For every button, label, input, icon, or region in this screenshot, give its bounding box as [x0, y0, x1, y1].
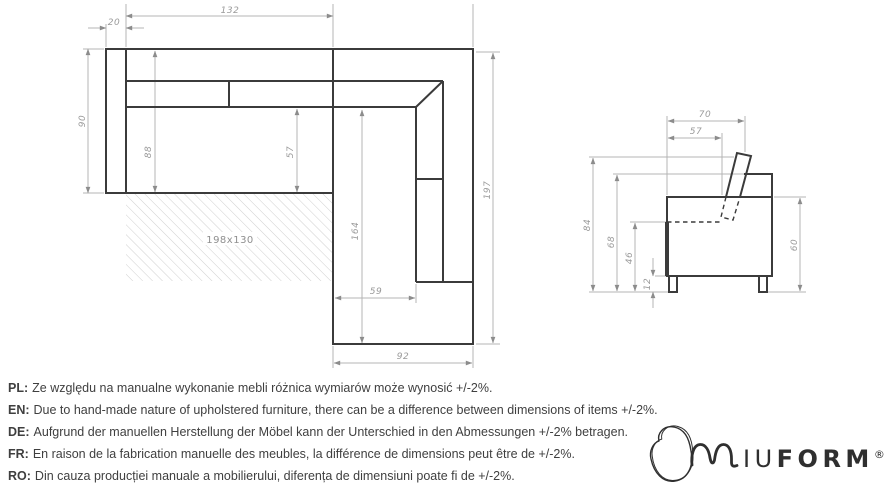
dim-leg-height [643, 258, 653, 308]
note-de [8, 421, 628, 443]
dim-seat-width [126, 6, 333, 16]
dim-chaise-inner-length [351, 110, 362, 343]
svg-text:57: 57 [286, 145, 296, 159]
dim-armrest-width [88, 18, 144, 28]
logo-registered-mark: ® [873, 448, 885, 461]
note-fr [8, 443, 628, 465]
dim-backrest-height [607, 175, 617, 291]
plan-extension-lines [83, 4, 500, 368]
dim-seat-height [625, 223, 635, 291]
plan-corner-diagonal [416, 81, 443, 107]
note-en-text: Due to hand-made nature of upholstered furniture, there can be a difference between dimensions of items +/-2%. [33, 403, 658, 417]
svg-text:46: 46 [625, 251, 635, 265]
dim-inner-height [144, 51, 155, 192]
logo-form: FORM [776, 445, 874, 473]
plan-dimensions [78, 6, 493, 363]
svg-text:88: 88 [144, 145, 154, 159]
note-de-text: Aufgrund der manuellen Herstellung der Möbel kann der Unterschied in den Abmessungen +/-2% betragen. [33, 425, 628, 439]
logo-wordmark [743, 445, 885, 473]
svg-text:57: 57 [689, 127, 703, 137]
svg-text:132: 132 [220, 6, 240, 16]
side-leg-left [669, 276, 677, 292]
side-hidden-lines [667, 197, 740, 222]
svg-text:59: 59 [369, 287, 383, 297]
note-de-prefix: DE: [8, 425, 30, 439]
note-fr-text: En raison de la fabrication manuelle des meubles, la différence de dimensions peut être de +/-2%. [32, 447, 575, 461]
note-pl-text: Ze względu na manualne wykonanie mebli różnica wymiarów może wynosić +/-2%. [32, 381, 493, 395]
note-fr-prefix: FR: [8, 447, 29, 461]
dim-seat-depth [286, 109, 297, 192]
note-pl-prefix: PL: [8, 381, 29, 395]
svg-text:92: 92 [396, 352, 410, 362]
dim-chaise-width [334, 352, 472, 363]
bed-extension-size-label: 198x130 [206, 235, 254, 246]
note-pl [8, 377, 628, 399]
svg-text:164: 164 [351, 221, 361, 241]
tolerance-notes [8, 377, 658, 487]
svg-text:84: 84 [583, 218, 593, 232]
logo-bean-icon [650, 424, 696, 482]
side-extension-lines [589, 116, 806, 292]
dim-total-length [483, 53, 493, 343]
miuform-logo [648, 400, 886, 498]
dim-body-depth [78, 49, 88, 193]
svg-text:90: 90 [78, 114, 88, 128]
svg-text:60: 60 [790, 238, 800, 252]
note-en-prefix: EN: [8, 403, 30, 417]
side-body [667, 197, 772, 276]
note-ro-text: Din cauza producției manuale a mobilierului, diferența de dimensiuni poate fi de +/-2%. [34, 469, 515, 483]
note-ro-prefix: RO: [8, 469, 31, 483]
side-view [583, 110, 806, 308]
top-view [78, 4, 500, 368]
svg-text:197: 197 [483, 180, 493, 200]
svg-text:12: 12 [643, 277, 653, 291]
dim-total-height [583, 158, 593, 291]
dim-arm-height [790, 198, 800, 291]
svg-text:68: 68 [607, 235, 617, 249]
svg-text:70: 70 [698, 110, 712, 120]
side-backrest-top [744, 174, 772, 197]
dim-chaise-seat-width [335, 287, 415, 298]
side-leg-right [759, 276, 767, 292]
svg-text:20: 20 [107, 18, 121, 28]
note-ro [8, 465, 628, 487]
logo-iu: IU [743, 445, 777, 473]
note-en [8, 399, 658, 421]
dim-depth-to-backrest [668, 127, 721, 138]
dim-depth-to-headrest [668, 110, 744, 121]
logo-m-wave [692, 444, 737, 466]
